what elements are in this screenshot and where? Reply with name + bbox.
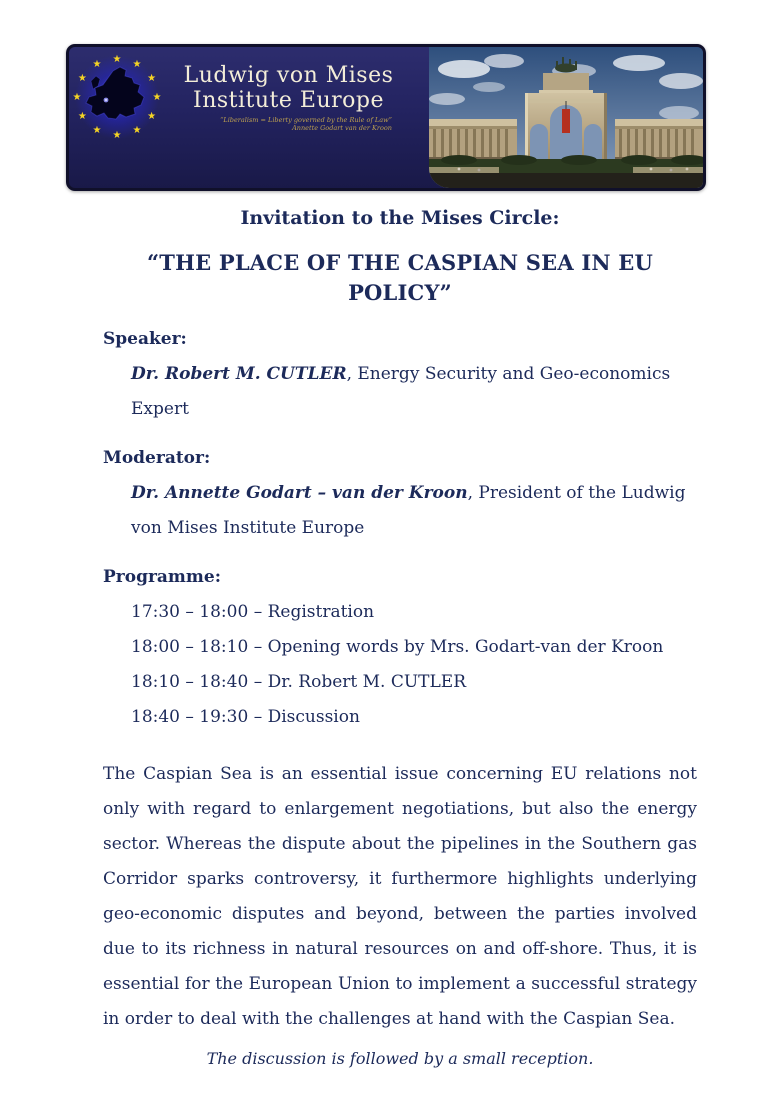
grounds — [429, 155, 703, 188]
moderator-line — [131, 476, 697, 546]
speaker-role: , Energy Security and Geo-economics Expert — [131, 364, 671, 419]
logo-tagline-line1: “Liberalism = Liberty governed by the Rule of Law” — [220, 116, 392, 124]
red-flag — [562, 109, 570, 133]
eu-star-icon: ★ — [77, 73, 87, 84]
logo-title-line2: Institute Europe — [193, 88, 384, 113]
invitation-heading: Invitation to the Mises Circle: — [240, 207, 560, 229]
moderator-name: Dr. Annette Godart – van der Kroon — [131, 483, 468, 503]
eu-star-icon: ★ — [147, 111, 157, 122]
eu-star-icon: ★ — [92, 124, 102, 136]
speaker-section — [103, 322, 697, 427]
invitation-document — [103, 196, 697, 1076]
logo-taglines — [181, 116, 396, 132]
eu-star-icon: ★ — [92, 59, 102, 71]
body-paragraph: The Caspian Sea is an essential issue concerning EU relations not only with regard to enlargement negotiations, but also the energy sector. Whereas the dispute about the pipelines in the Southern gas Corridor sparks controversy, it furthermore highlights underlying geo-economic disputes and beyond, between the parties involved due to its richness in natural resources on and off-shore. Thus, it is essential for the European Union to implement a successful strategy in order to deal with the challenges at hand with the Caspian Sea. — [103, 764, 697, 1029]
logo-wordmark — [181, 63, 396, 132]
speaker-line — [131, 357, 697, 427]
moderator-label: Moderator: — [103, 448, 211, 468]
left-colonnade — [429, 119, 517, 162]
event-banner — [66, 44, 706, 191]
programme-item: 17:30 – 18:00 – Registration — [131, 602, 375, 622]
arch-photo-graphic — [429, 47, 703, 188]
moderator-section — [103, 441, 697, 546]
eu-star-icon: ★ — [132, 124, 142, 136]
programme-item: 18:00 – 18:10 – Opening words by Mrs. Godart-van der Kroon — [131, 637, 664, 657]
eu-star-icon: ★ — [112, 130, 122, 141]
speaker-name: Dr. Robert M. CUTLER — [131, 364, 347, 384]
eu-star-icon: ★ — [112, 54, 122, 65]
eu-star-icon: ★ — [147, 73, 157, 84]
programme-item: 18:40 – 19:30 – Discussion — [131, 707, 360, 727]
moderator-role: , President of the Ludwig von Mises Institute Europe — [131, 483, 686, 538]
eu-star-icon: ★ — [152, 92, 162, 103]
event-title: “THE PLACE OF THE CASPIAN SEA IN EU POLICY” — [146, 250, 654, 305]
speaker-label: Speaker: — [103, 329, 187, 349]
programme-section — [103, 560, 697, 735]
logo-tagline-line2: Annette Godart van der Kroon — [292, 124, 392, 132]
cinquantenaire-arch-photo — [429, 47, 703, 188]
reception-note: The discussion is followed by a small reception. — [206, 1049, 594, 1068]
programme-item: 18:10 – 18:40 – Dr. Robert M. CUTLER — [131, 672, 467, 692]
eu-star-icon: ★ — [72, 92, 82, 103]
programme-label: Programme: — [103, 567, 222, 587]
eu-star-icon: ★ — [132, 59, 142, 71]
eu-star-icon: ★ — [77, 111, 87, 122]
logo-title-line1: Ludwig von Mises — [183, 63, 394, 88]
